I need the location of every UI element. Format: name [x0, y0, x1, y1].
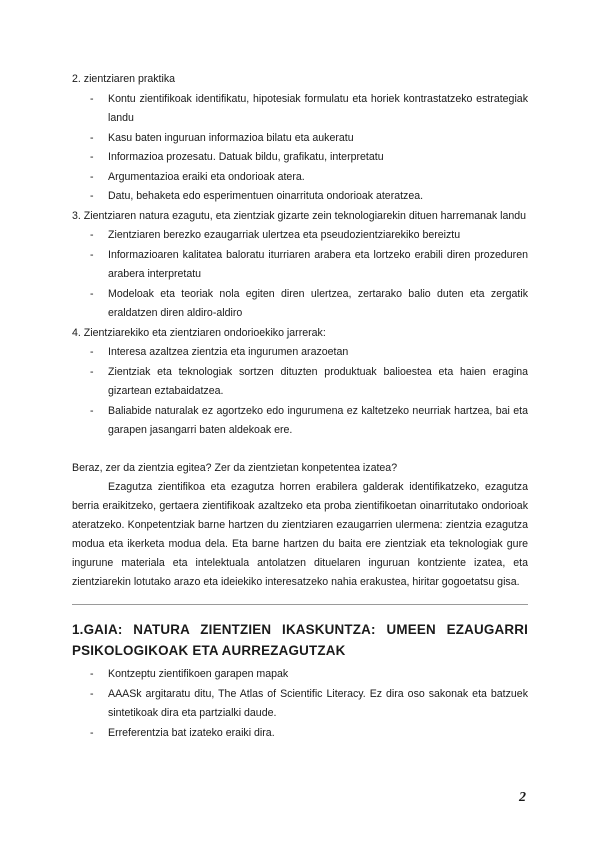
chapter-list	[72, 665, 528, 743]
section-2-heading: 2. zientziaren praktika	[72, 73, 176, 85]
body-paragraph: Ezagutza zientifikoa eta ezagutza horren erabilera galderak identifikatzeko, ezagutza berria eraikitzeko, gertaera zientifikoak azaltzeko eta proba zientifikoetan oinarritutako ondorioak ateratzeko. Konpetentziak barne hartzen du zientziaren ezaugarrien ulermena: zientzia ezagutza modua eta ikerketa modua dela. Eta barne hartzen du baita ere zientziak eta teknologiak gure ingurune materiala eta intelektuala antolatzen dituelaren inguruan kontziente izatea, eta zientziarekin lotutako arazo eta ideiekiko interesatzeko nahia erakustea, hiritar gogoetatsu gisa.	[72, 481, 528, 588]
list-item: - Argumentazioa eraiki eta ondorioak atera.	[72, 168, 528, 188]
list-item: - Interesa azaltzea zientzia eta ingurumen arazoetan	[72, 343, 528, 363]
chapter-title: 1.GAIA: NATURA ZIENTZIEN IKASKUNTZA: UMEEN EZAUGARRI PSIKOLOGIKOAK ETA AURREZAGUTZAK	[72, 622, 528, 658]
list-item: - Datu, behaketa edo esperimentuen oinarrituta ondorioak ateratzea.	[72, 187, 528, 207]
list-item: - Informazioa prozesatu. Datuak bildu, grafikatu, interpretatu	[72, 148, 528, 168]
list-item: - Informazioaren kalitatea baloratu iturriaren arabera eta lortzeko erabili diren prozeduren arabera interpretatu	[72, 246, 528, 285]
section-2-list	[72, 90, 528, 207]
section-4-heading: 4. Zientziarekiko eta zientziaren ondorioekiko jarrerak:	[72, 326, 326, 339]
page-number: 2	[519, 790, 526, 805]
section-4-list	[72, 343, 528, 441]
document-body	[72, 70, 528, 743]
section-3-heading: 3. Zientziaren natura ezagutu, eta zientziak gizarte zein teknologiarekin dituen harremanak landu	[72, 209, 527, 222]
list-item: - Kontzeptu zientifikoen garapen mapak	[72, 665, 528, 685]
list-item: - AAASk argitaratu ditu, The Atlas of Scientific Literacy. Ez dira oso sakonak eta batzuek sintetikoak dira eta partzialki daude.	[72, 685, 528, 724]
spacer	[72, 441, 528, 459]
list-item: - Zientziaren berezko ezaugarriak ulertzea eta pseudozientziarekiko bereiztu	[72, 226, 528, 246]
list-item: - Kontu zientifikoak identifikatu, hipotesiak formulatu eta horiek kontrastatzeko estrategiak landu	[72, 90, 528, 129]
question-line: Beraz, zer da zientzia egitea? Zer da zientzietan konpetentea izatea?	[72, 461, 398, 474]
list-item: - Modeloak eta teoriak nola egiten diren ulertzea, zertarako balio duten eta zergatik eraldatzen diren aldiro-aldiro	[72, 285, 528, 324]
list-item: - Kasu baten inguruan informazioa bilatu eta aukeratu	[72, 129, 528, 149]
list-item: - Zientziak eta teknologiak sortzen dituzten produktuak balioestea eta haien eragina gizartean eztabaidatzea.	[72, 363, 528, 402]
list-item: - Baliabide naturalak ez agortzeko edo ingurumena ez kaltetzeko neurriak hartzea, bai eta garapen jasangarri baten aldekoak ere.	[72, 402, 528, 441]
section-3-list	[72, 226, 528, 324]
list-item: - Erreferentzia bat izateko eraiki dira.	[72, 724, 528, 744]
horizontal-divider	[72, 604, 528, 605]
